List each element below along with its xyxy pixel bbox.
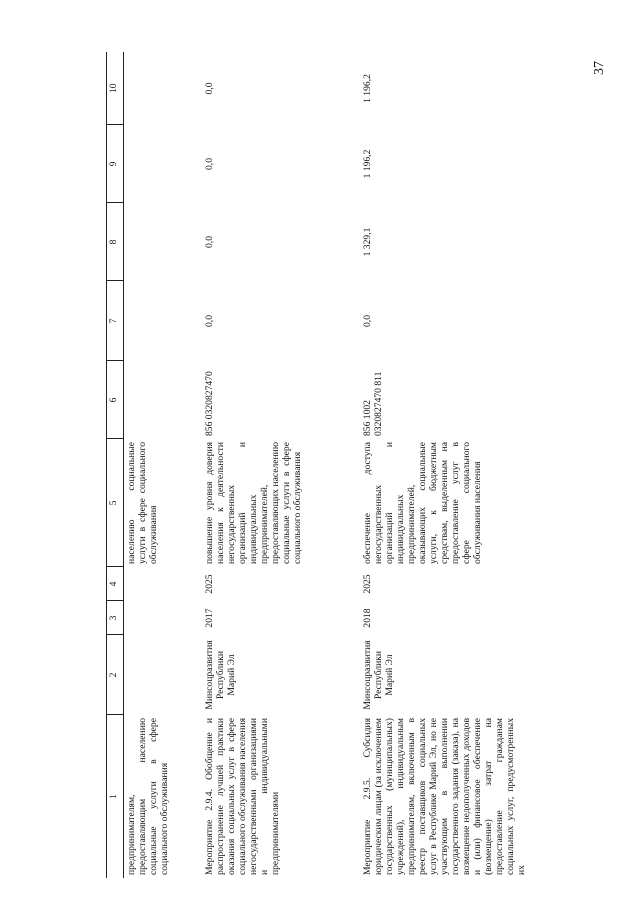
- cell-value-7: 0,0: [361, 315, 373, 327]
- col-header-7: 7: [107, 281, 124, 361]
- col-header-6: 6: [107, 361, 124, 439]
- cell-start-year: [124, 601, 202, 635]
- col-header-5: 5: [107, 439, 124, 567]
- rotated-table-area: [106, 52, 637, 878]
- cell-value-10: 0,0: [203, 82, 215, 95]
- cell-expected-result: населению социальные услуги в сфере социального обслуживания: [126, 442, 159, 564]
- col-header-10: 10: [107, 52, 124, 125]
- cell-start-year: 2017: [203, 608, 215, 628]
- cell-budget-code: 856 0320827470: [203, 371, 215, 436]
- cell-budget-code: 856 1002 0320827470 811: [361, 371, 384, 436]
- cell-end-year: 2025: [203, 574, 215, 594]
- program-table: [106, 52, 529, 878]
- cell-event-name: Мероприятие 2.9.4. Обобщение и распространение лучшей практики оказания социальных услуг в сфере социального обслуживания населения негосударственными организациями и индивидуальными предпринимателями: [203, 718, 281, 875]
- cell-executor: Минсоцразвития Республики Марий Эл: [203, 640, 237, 710]
- cell-budget-code: [124, 361, 202, 439]
- cell-end-year: [124, 567, 202, 601]
- cell-value-9: 0,0: [203, 158, 215, 170]
- cell-value-8: 1 329,1: [361, 227, 373, 257]
- page-number: 37: [592, 61, 607, 75]
- cell-value-8: 0,0: [203, 236, 215, 248]
- table-row: [360, 52, 529, 878]
- column-number-row: [107, 52, 124, 878]
- col-header-1: 1: [107, 715, 124, 878]
- cell-value-9: 1 196,2: [361, 149, 373, 179]
- cell-value-8: [124, 203, 202, 281]
- col-header-9: 9: [107, 125, 124, 203]
- cell-event-name: предпринимателям, предоставляющим населению социальные услуги в сфере социального обслуживания: [126, 718, 170, 875]
- cell-end-year: 2025: [361, 574, 373, 594]
- cell-event-name: Мероприятие 2.9.5. Субсидия юридическим лицам (за исключением государственных (муниципальных) учреждений), индивидуальным предпринимателям, включенным в реестр поставщиков социальных услуг в Республике Марий Эл, но не участвующим в выполнении государственного задания (заказа), на возмещение недополученных доходов и (или) финансовое обеспечение (возмещение) затрат на предоставление гражданам социальных услуг, предусмотренных их: [361, 718, 527, 875]
- table-row: [124, 52, 202, 878]
- cell-executor: [124, 635, 202, 715]
- cell-expected-result: повышение уровня доверия населения к деятельности негосударственных организаций и индивидуальных предпринимателей, предоставляющих населению социальные услуги в сфере социального обслуживания: [203, 442, 303, 564]
- cell-value-9: [124, 125, 202, 203]
- col-header-8: 8: [107, 203, 124, 281]
- cell-value-10: [124, 52, 202, 125]
- cell-expected-result: обеспечение доступа негосударственных организаций и индивидуальных предпринимателей, оказывающих социальные услуги, к бюджетным средствам, выделенным на предоставление услуг в сфере социального обслуживания населения: [361, 442, 483, 564]
- table-row: [202, 52, 360, 878]
- cell-value-7: 0,0: [203, 315, 215, 327]
- cell-value-10: 1 196,2: [361, 74, 373, 103]
- cell-executor: Минсоцразвития Республики Марий Эл: [361, 640, 395, 710]
- col-header-2: 2: [107, 635, 124, 715]
- col-header-4: 4: [107, 567, 124, 601]
- cell-start-year: 2018: [361, 608, 373, 628]
- cell-value-7: [124, 281, 202, 361]
- col-header-3: 3: [107, 601, 124, 635]
